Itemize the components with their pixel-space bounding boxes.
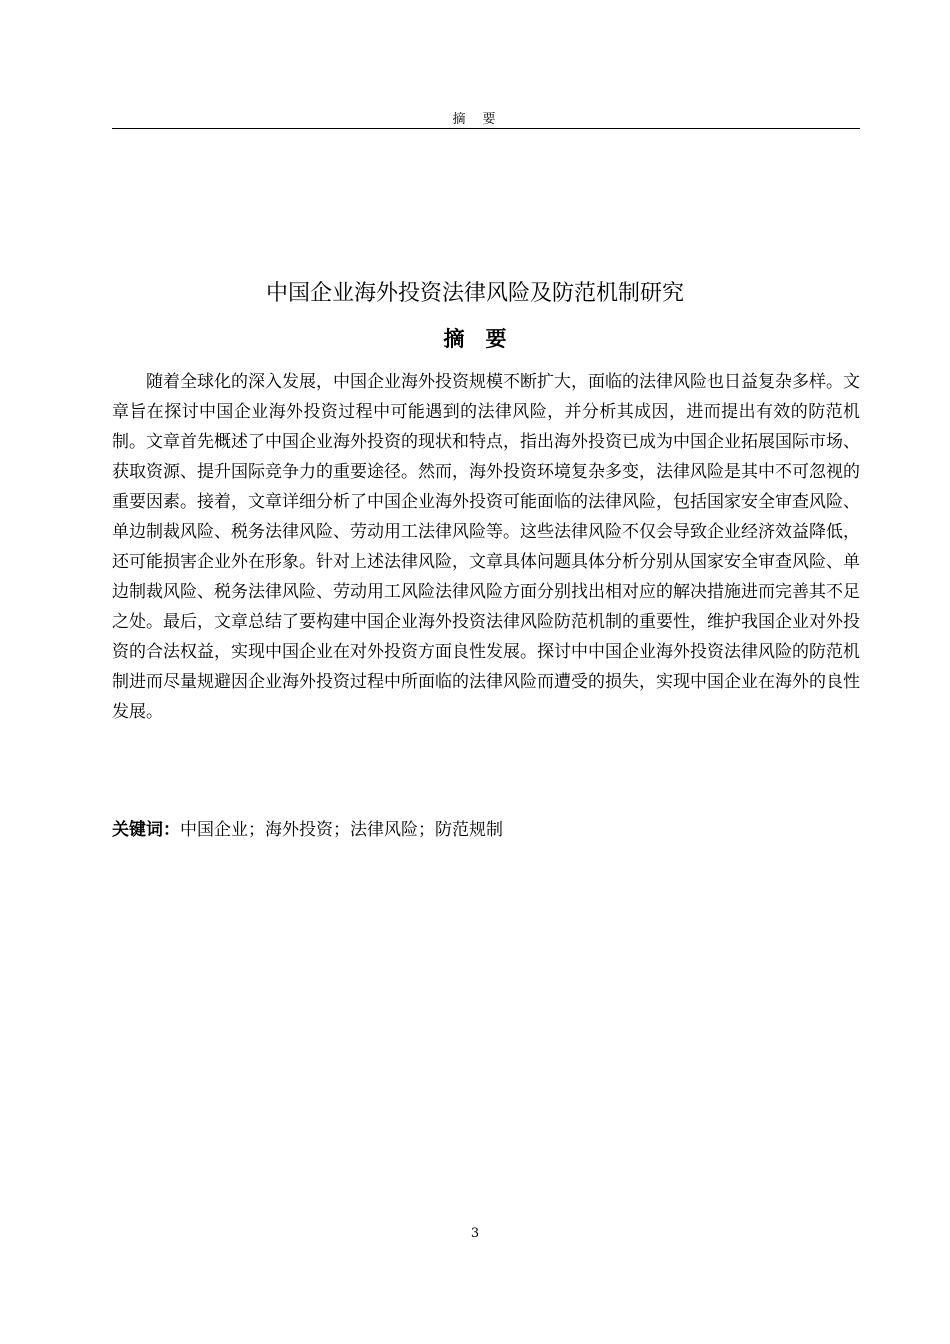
running-header: 摘 要 xyxy=(452,112,498,127)
abstract-body: 随着全球化的深入发展，中国企业海外投资规模不断扩大，面临的法律风险也日益复杂多样。文章旨在探讨中国企业海外投资过程中可能遇到的法律风险，并分析其成因，进而提出有效的防范机制。文章首先概述了中国企业海外投资的现状和特点，指出海外投资已成为中国企业拓展国际市场、获取资源、提升国际竞争力的重要途径。然而，海外投资环境复杂多变，法律风险是其中不可忽视的重要因素。接着，文章详细分析了中国企业海外投资可能面临的法律风险，包括国家安全审查风险、单边制裁风险、税务法律风险、劳动用工法律风险等。这些法律风险不仅会导致企业经济效益降低，还可能损害企业外在形象。针对上述法律风险，文章具体问题具体分析分别从国家安全审查风险、单边制裁风险、税务法律风险、劳动用工风险法律风险方面分别找出相对应的解决措施进而完善其不足之处。最后，文章总结了要构建中国企业海外投资法律风险防范机制的重要性，维护我国企业对外投资的合法权益，实现中国企业在对外投资方面良性发展。探讨中中国企业海外投资法律风险的防范机制进而尽量规避因企业海外投资过程中所面临的法律风险而遭受的损失，实现中国企业在海外的良性发展。 xyxy=(112,372,860,722)
keywords-line xyxy=(112,815,860,845)
header-rule xyxy=(112,128,860,129)
page-number: 3 xyxy=(470,1226,480,1241)
document-title: 中国企业海外投资法律风险及防范机制研究 xyxy=(265,281,684,306)
keywords-label: 关键词： xyxy=(112,820,180,840)
keywords-value: 中国企业；海外投资；法律风险；防范规制 xyxy=(180,820,503,840)
abstract-heading: 摘 要 xyxy=(443,327,507,351)
